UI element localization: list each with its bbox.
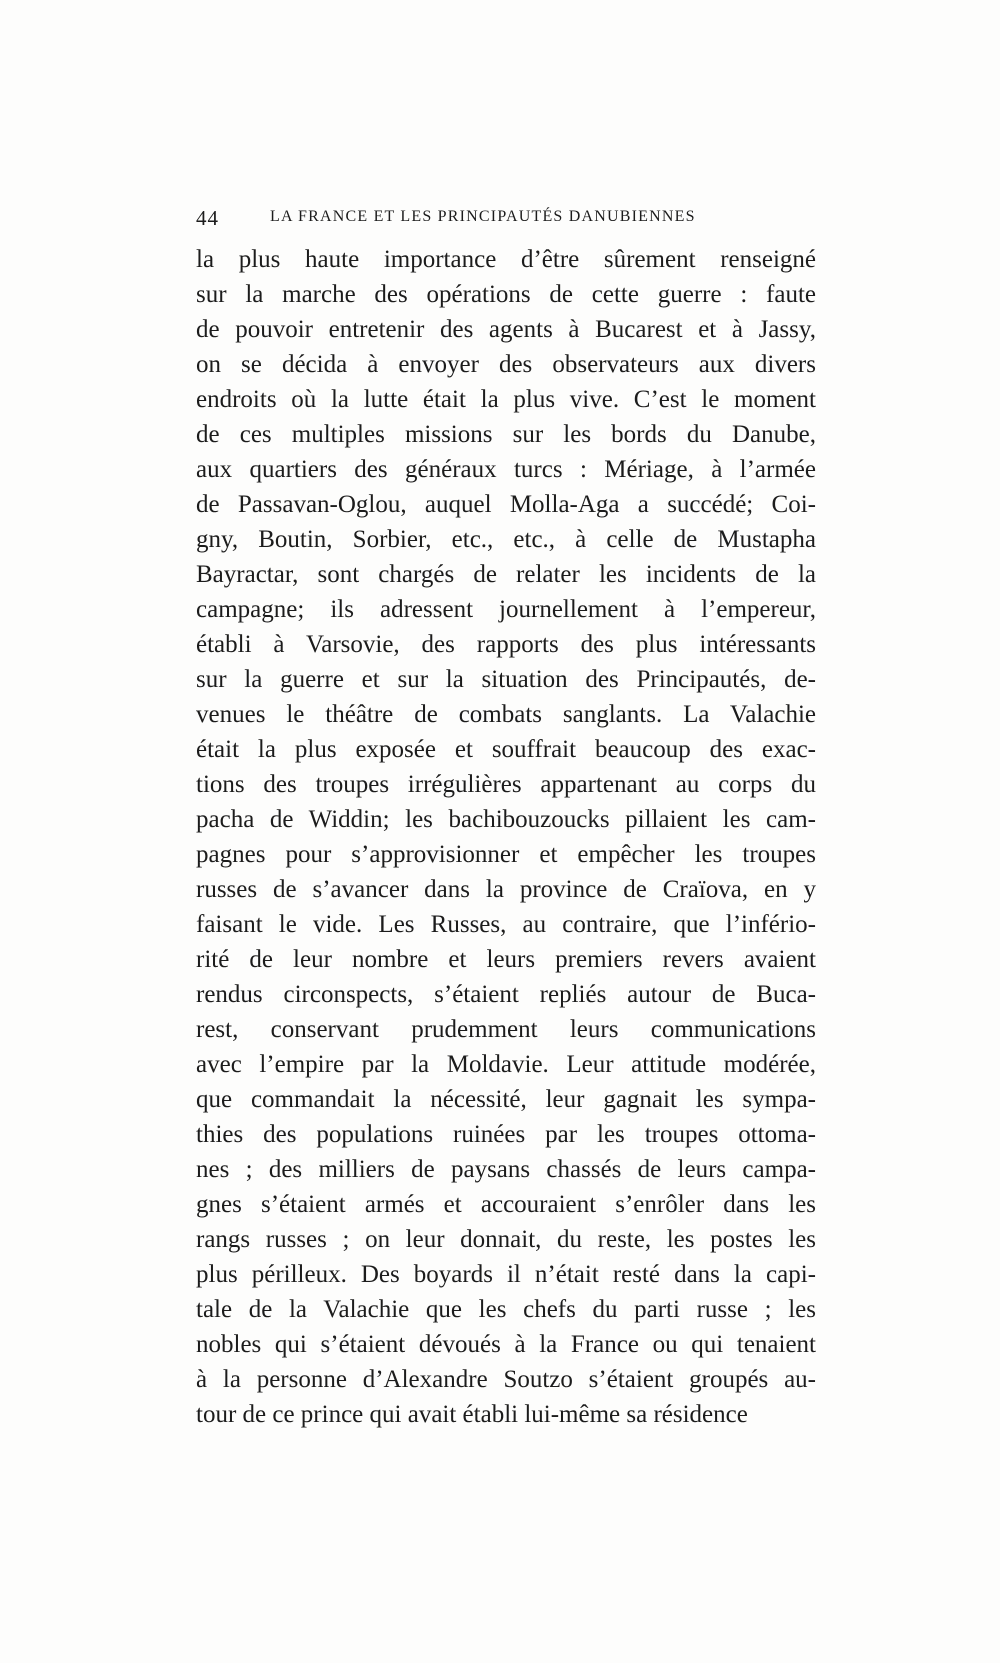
text-line: rendus circonspects, s’étaient repliés autour de Buca- <box>196 981 816 1008</box>
text-line: tale de la Valachie que les chefs du parti russe ; les <box>196 1296 816 1323</box>
text-line: faisant le vide. Les Russes, au contraire, que l’infério- <box>196 911 816 938</box>
text-line: tions des troupes irrégulières appartenant au corps du <box>196 771 816 798</box>
text-line: gnes s’étaient armés et accouraient s’enrôler dans les <box>196 1191 816 1218</box>
text-line: établi à Varsovie, des rapports des plus intéressants <box>196 631 816 658</box>
text-line: campagne; ils adressent journellement à l’empereur, <box>196 596 816 623</box>
text-line: pagnes pour s’approvisionner et empêcher les troupes <box>196 841 816 868</box>
text-line: de pouvoir entretenir des agents à Bucarest et à Jassy, <box>196 316 816 343</box>
running-title: LA FRANCE ET LES PRINCIPAUTÉS DANUBIENNES <box>270 208 696 225</box>
text-line: sur la guerre et sur la situation des Principautés, de- <box>196 666 816 693</box>
text-line: de ces multiples missions sur les bords du Danube, <box>196 421 816 448</box>
text-line: russes de s’avancer dans la province de Craïova, en y <box>196 876 816 903</box>
text-line: que commandait la nécessité, leur gagnait les sympa- <box>196 1086 816 1113</box>
text-line: était la plus exposée et souffrait beaucoup des exac- <box>196 736 816 763</box>
text-line: endroits où la lutte était la plus vive. C’est le moment <box>196 386 816 413</box>
text-line: nobles qui s’étaient dévoués à la France ou qui tenaient <box>196 1331 816 1358</box>
text-line: pacha de Widdin; les bachibouzoucks pillaient les cam- <box>196 806 816 833</box>
text-line: nes ; des milliers de paysans chassés de leurs campa- <box>196 1156 816 1183</box>
text-line: rest, conservant prudemment leurs communications <box>196 1016 816 1043</box>
text-line: gny, Boutin, Sorbier, etc., etc., à celle de Mustapha <box>196 526 816 553</box>
running-head <box>196 206 816 236</box>
page-number: 44 <box>196 206 219 230</box>
text-line: thies des populations ruinées par les troupes ottoma- <box>196 1121 816 1148</box>
text-line: sur la marche des opérations de cette guerre : faute <box>196 281 816 308</box>
text-line: plus périlleux. Des boyards il n’était resté dans la capi- <box>196 1261 816 1288</box>
body-text <box>196 242 816 1432</box>
text-line: à la personne d’Alexandre Soutzo s’étaient groupés au- <box>196 1366 816 1393</box>
text-line: rité de leur nombre et leurs premiers revers avaient <box>196 946 816 973</box>
text-line: aux quartiers des généraux turcs : Mériage, à l’armée <box>196 456 816 483</box>
text-line: de Passavan-Oglou, auquel Molla-Aga a succédé; Coi- <box>196 491 816 518</box>
text-line: tour de ce prince qui avait établi lui-même sa résidence <box>196 1401 748 1428</box>
text-line: la plus haute importance d’être sûrement renseigné <box>196 246 816 273</box>
text-line: venues le théâtre de combats sanglants. La Valachie <box>196 701 816 728</box>
text-line: on se décida à envoyer des observateurs aux divers <box>196 351 816 378</box>
text-line: rangs russes ; on leur donnait, du reste, les postes les <box>196 1226 816 1253</box>
text-line: avec l’empire par la Moldavie. Leur attitude modérée, <box>196 1051 816 1078</box>
text-line: Bayractar, sont chargés de relater les incidents de la <box>196 561 816 588</box>
